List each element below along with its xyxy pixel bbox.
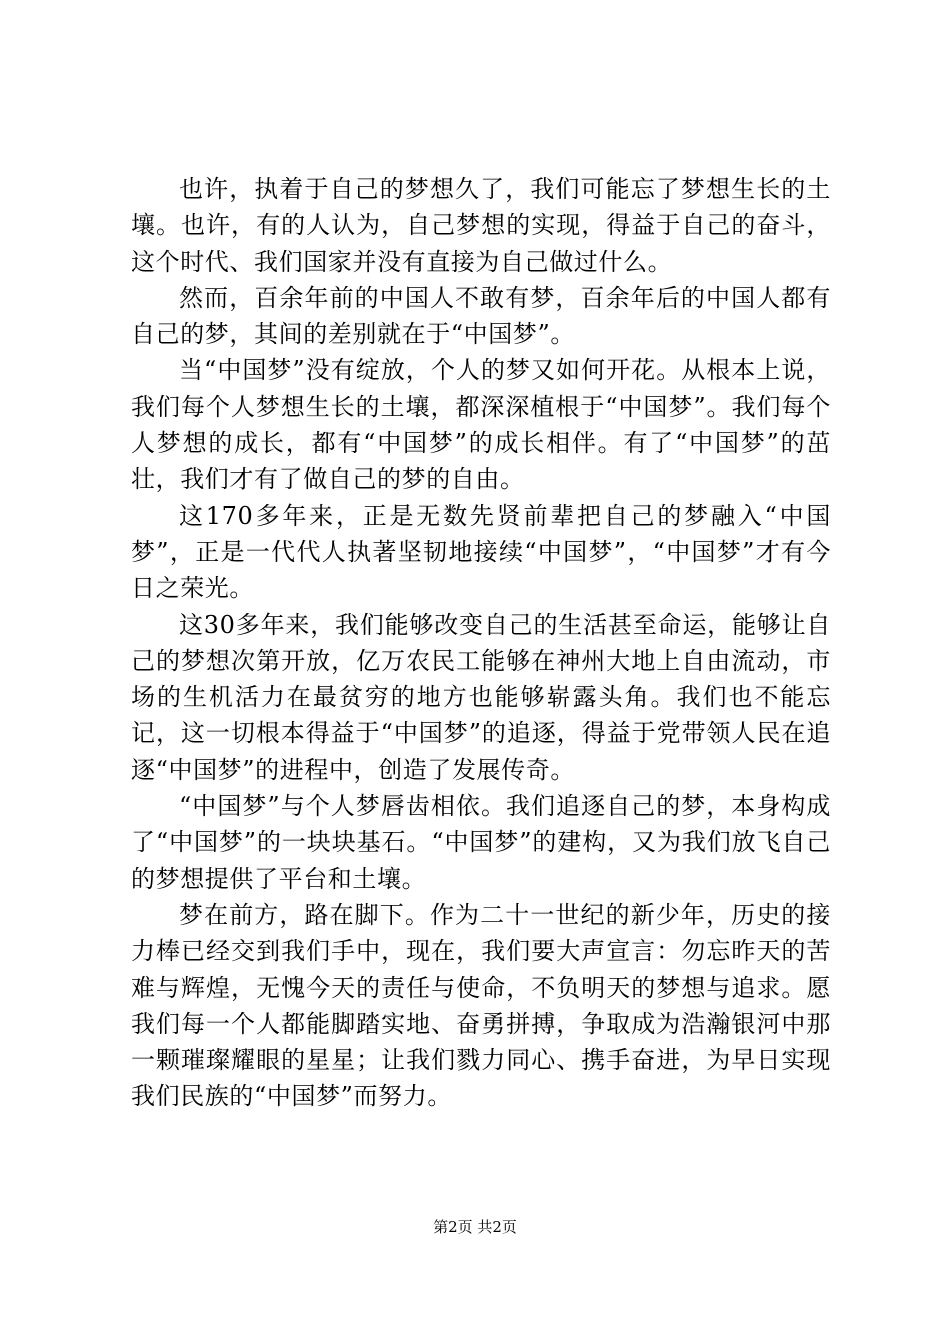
paragraph-2: 然而，百余年前的中国人不敢有梦，百余年后的中国人都有自己的梦，其间的差别就在于“中国梦”。 <box>131 283 831 349</box>
paragraph-5: 这30多年来，我们能够改变自己的生活甚至命运，能够让自己的梦想次第开放，亿万农民工能够在神州大地上自由流动，市场的生机活力在最贫穷的地方也能够崭露头角。我们也不能忘记，这一切根本得益于“中国梦”的追逐，得益于党带领人民在追逐“中国梦”的进程中，创造了发展传奇。 <box>131 610 831 784</box>
paragraph-6: “中国梦”与个人梦唇齿相依。我们追逐自己的梦，本身构成了“中国梦”的一块块基石。“中国梦”的建构，又为我们放飞自己的梦想提供了平台和土壤。 <box>131 792 831 893</box>
paragraph-1: 也许，执着于自己的梦想久了，我们可能忘了梦想生长的土壤。也许，有的人认为，自己梦想的实现，得益于自己的奋斗，这个时代、我们国家并没有直接为自己做过什么。 <box>131 175 831 276</box>
page-footer: 第2页 共2页 <box>433 1218 517 1236</box>
paragraph-3: 当“中国梦”没有绽放，个人的梦又如何开花。从根本上说，我们每个人梦想生长的土壤，都深深植根于“中国梦”。我们每个人梦想的成长，都有“中国梦”的成长相伴。有了“中国梦”的茁壮，我们才有了做自己的梦的自由。 <box>131 356 831 494</box>
document-body <box>131 171 831 1115</box>
paragraph-7: 梦在前方，路在脚下。作为二十一世纪的新少年，历史的接力棒已经交到我们手中，现在，我们要大声宣言：勿忘昨天的苦难与辉煌，无愧今天的责任与使命，不负明天的梦想与追求。愿我们每一个人都能脚踏实地、奋勇拼搏，争取成为浩瀚银河中那一颗璀璨耀眼的星星；让我们戮力同心、携手奋进，为早日实现我们民族的“中国梦”而努力。 <box>131 900 831 1111</box>
paragraph-4: 这170多年来，正是无数先贤前辈把自己的梦融入“中国梦”，正是一代代人执著坚韧地接续“中国梦”，“中国梦”才有今日之荣光。 <box>131 501 831 603</box>
